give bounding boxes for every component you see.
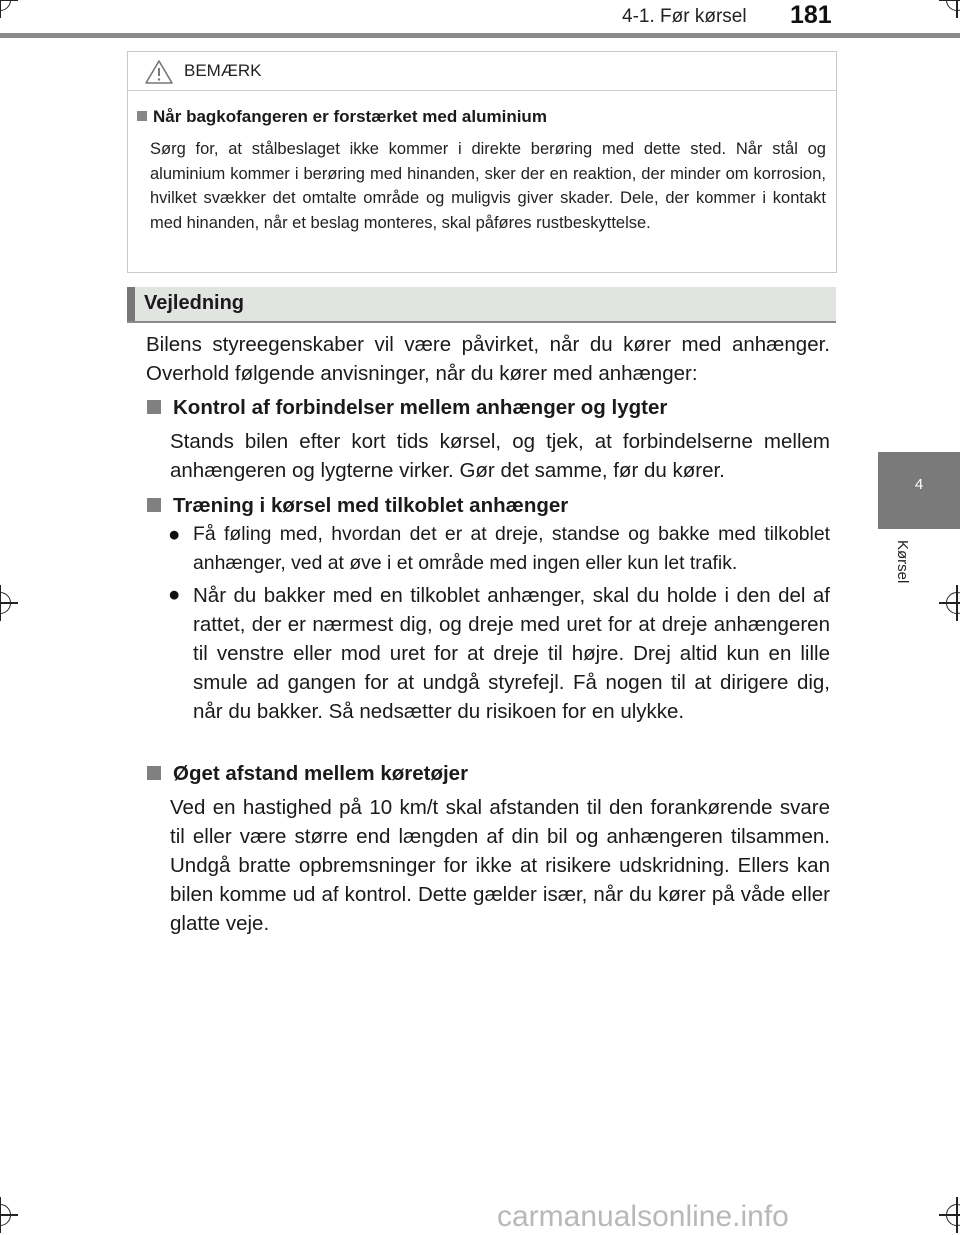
square-bullet-icon — [147, 498, 161, 512]
chapter-label: Kørsel — [894, 540, 911, 584]
crop-mark-icon — [0, 0, 11, 11]
crop-mark-icon — [946, 592, 960, 614]
section-heading: Træning i kørsel med tilkoblet anhænger — [147, 494, 568, 518]
notice-title: BEMÆRK — [184, 61, 262, 80]
notice-box — [127, 51, 837, 273]
list-item: Når du bakker med en tilkoblet anhænger, skal du holde i den del af rattet, der er nærmest dig, og dreje med uret for at dreje anhængeren til venstre eller mod uret for at dreje til højre. Drej altid kun en lille smule ad gangen for at undgå styrefejl. Få nogen til at dirigere dig, når du bakker. Så nedsætter du risikoen for en ulykke. — [193, 584, 830, 723]
guidance-header — [127, 287, 836, 323]
list-item: Få føling med, hvordan det er at dreje, standse og bakke med tilkoblet anhænger, ved at øve i et område med ingen eller kun let trafik. — [193, 523, 830, 574]
section-heading: Kontrol af forbindelser mellem anhænger og lygter — [147, 396, 667, 420]
square-bullet-icon — [147, 400, 161, 414]
header-rule — [0, 33, 960, 38]
section-heading: Øget afstand mellem køretøjer — [147, 762, 468, 786]
square-bullet-icon — [147, 766, 161, 780]
guidance-intro: Bilens styreegenskaber vil være påvirket, når du kører med anhænger. Overhold følgende anvisninger, når du kører med anhænger: — [146, 333, 830, 385]
section-title: 4-1. Før kørsel — [622, 6, 747, 27]
square-bullet-icon — [137, 111, 147, 121]
crop-mark-icon — [946, 0, 960, 11]
section-text: Ved en hastighed på 10 km/t skal afstanden til den forankørende svare til eller være større end længden af din bil og anhængeren tilsammen. Undgå bratte opbremsninger for ikke at risikere udskridning. Ellers kan bilen komme ud af kontrol. Dette gælder især, når du kører på våde eller glatte veje. — [170, 796, 830, 935]
notice-subheading: Når bagkofangeren er forstærket med aluminium — [137, 107, 547, 127]
page-number: 181 — [790, 1, 832, 29]
section-text: Stands bilen efter kort tids kørsel, og tjek, at forbindelserne mellem anhængeren og lygterne virker. Gør det samme, før du kører. — [170, 430, 830, 482]
chapter-number: 4 — [914, 476, 924, 493]
crop-mark-icon — [0, 1204, 11, 1226]
notice-body: Sørg for, at stålbeslaget ikke kommer i direkte berøring med dette sted. Når stål og aluminium kommer i berøring med hinanden, sker der en reaktion, der minder om korrosion, hvilket svækker det omtalte område og muligvis giver skader. Dele, der kommer i kontakt med hinanden, når et beslag monteres, skal påføres rustbeskyttelse. — [150, 140, 826, 232]
guidance-title: Vejledning — [144, 292, 245, 314]
warning-triangle-icon — [144, 59, 174, 85]
crop-mark-icon — [946, 1204, 960, 1226]
bullet-dot-icon: ● — [168, 583, 181, 606]
notice-header — [128, 52, 836, 91]
watermark: carmanualsonline.info — [497, 1200, 789, 1233]
crop-mark-icon — [0, 592, 11, 614]
bullet-dot-icon: ● — [168, 523, 181, 546]
